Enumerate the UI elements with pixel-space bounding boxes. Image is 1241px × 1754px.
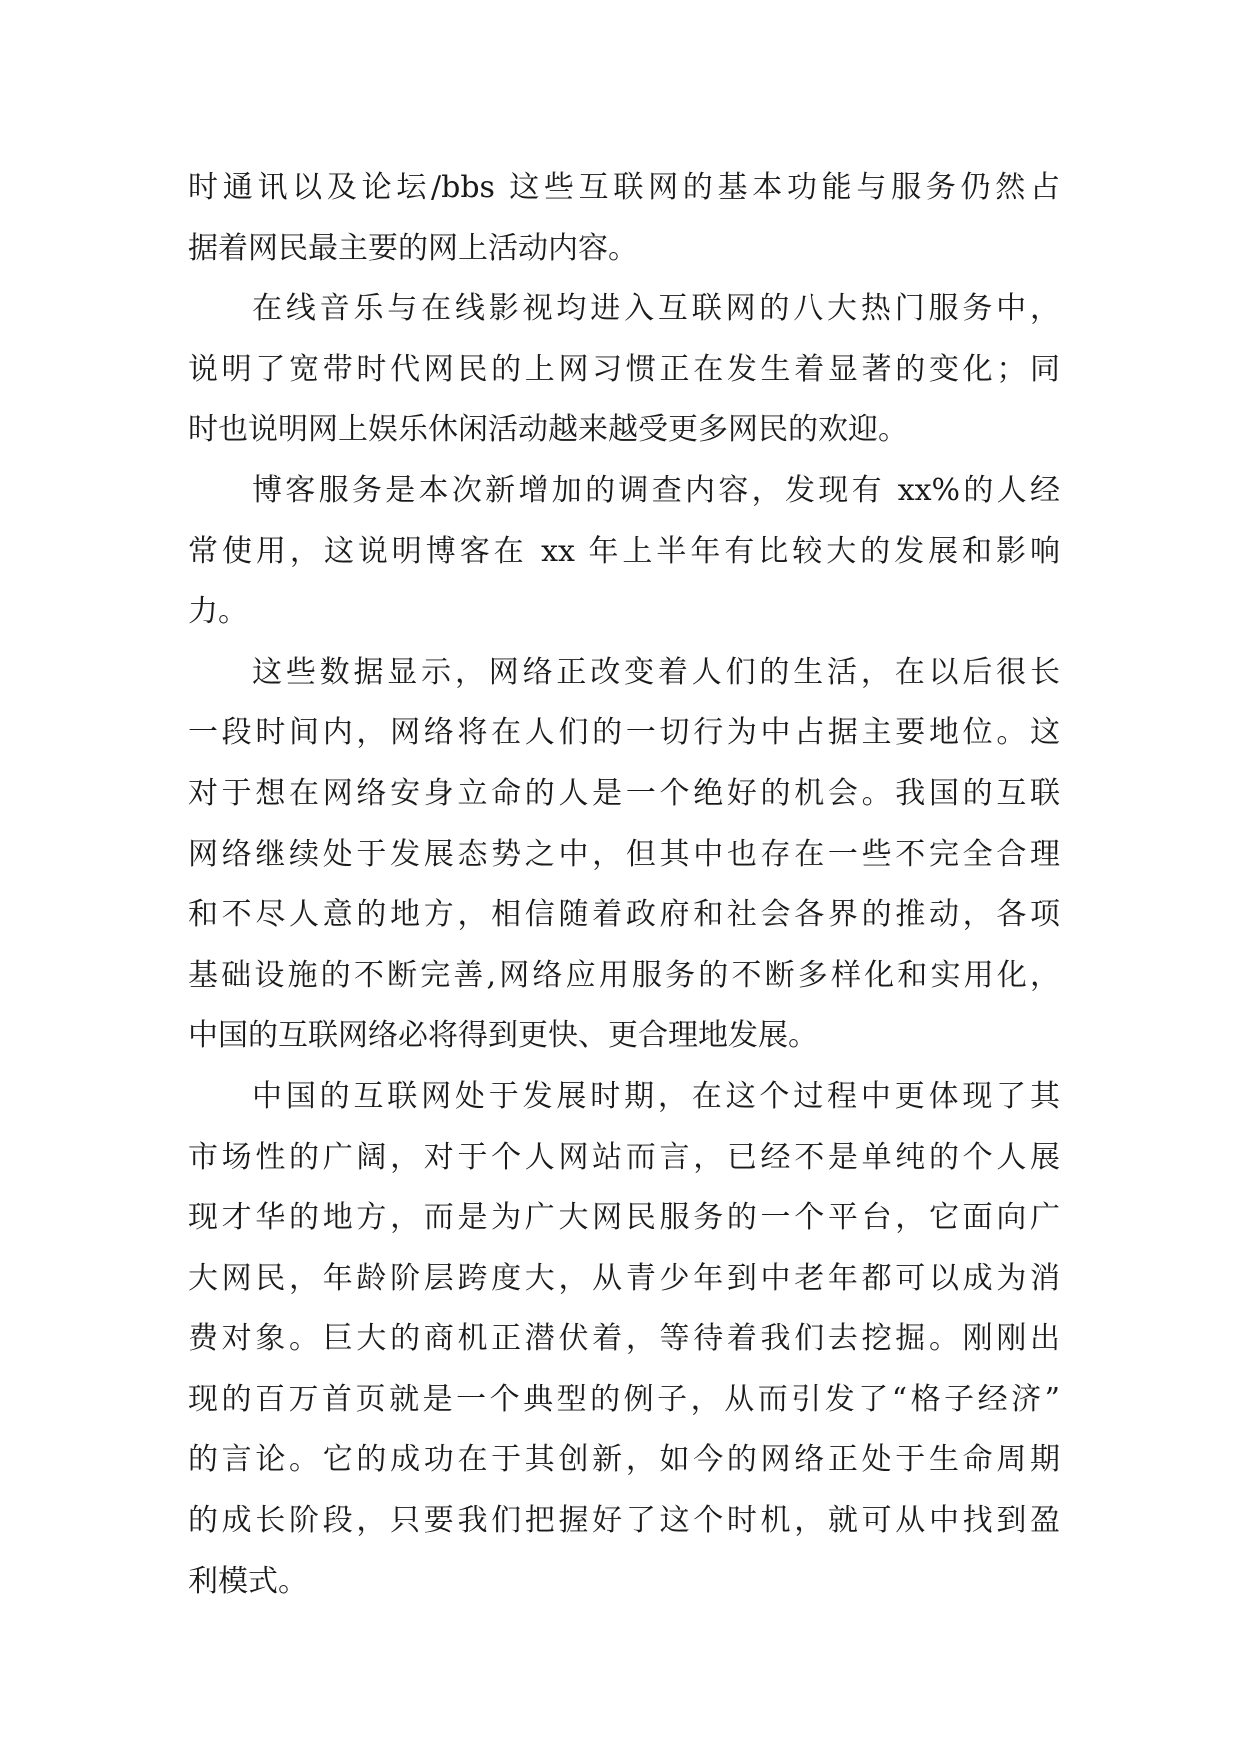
text-line: 常使用，这说明博客在 xx 年上半年有比较大的发展和影响: [188, 533, 1060, 569]
text-line: 现才华的地方，而是为广大网民服务的一个平台，它面向广: [188, 1200, 1060, 1236]
text-line: 中国的互联网处于发展时期，在这个过程中更体现了其: [252, 1078, 1060, 1114]
paragraph: [188, 643, 1060, 1067]
text-line: 现的百万首页就是一个典型的例子，从而引发了“格子经济”: [188, 1381, 1060, 1417]
text-line: 利模式。: [188, 1563, 308, 1599]
text-line: 网络继续处于发展态势之中，但其中也存在一些不完全合理: [188, 836, 1060, 872]
text-line: 基础设施的不断完善,网络应用服务的不断多样化和实用化，: [188, 957, 1060, 993]
text-line: 的成长阶段，只要我们把握好了这个时机，就可从中找到盈: [188, 1503, 1060, 1539]
paragraph: [188, 1067, 1060, 1612]
paragraph: [188, 158, 1060, 279]
text-line: 中国的互联网络必将得到更快、更合理地发展。: [188, 1018, 818, 1054]
text-line: 对于想在网络安身立命的人是一个绝好的机会。我国的互联: [188, 775, 1060, 811]
text-line: 时通讯以及论坛/bbs 这些互联网的基本功能与服务仍然占: [188, 170, 1060, 205]
text-line: 说明了宽带时代网民的上网习惯正在发生着显著的变化；同: [188, 351, 1060, 387]
text-line: 一段时间内，网络将在人们的一切行为中占据主要地位。这: [188, 715, 1060, 751]
text-line: 时也说明网上娱乐休闲活动越来越受更多网民的欢迎。: [188, 412, 908, 448]
paragraph: [188, 461, 1060, 643]
text-line: 大网民，年龄阶层跨度大，从青少年到中老年都可以成为消: [188, 1260, 1060, 1296]
text-line: 这些数据显示，网络正改变着人们的生活，在以后很长: [252, 654, 1060, 690]
text-line: 的言论。它的成功在于其创新，如今的网络正处于生命周期: [188, 1442, 1060, 1478]
text-line: 费对象。巨大的商机正潜伏着，等待着我们去挖掘。刚刚出: [188, 1321, 1060, 1357]
text-line: 市场性的广阔，对于个人网站而言，已经不是单纯的个人展: [188, 1139, 1060, 1175]
text-line: 和不尽人意的地方，相信随着政府和社会各界的推动，各项: [188, 897, 1060, 933]
text-line: 博客服务是本次新增加的调查内容，发现有 xx%的人经: [252, 472, 1060, 508]
paragraph: [188, 279, 1060, 461]
text-line: 在线音乐与在线影视均进入互联网的八大热门服务中，: [252, 291, 1060, 327]
text-line: 力。: [188, 594, 248, 630]
body-text: [188, 158, 1060, 1612]
text-line: 据着网民最主要的网上活动内容。: [188, 230, 638, 266]
